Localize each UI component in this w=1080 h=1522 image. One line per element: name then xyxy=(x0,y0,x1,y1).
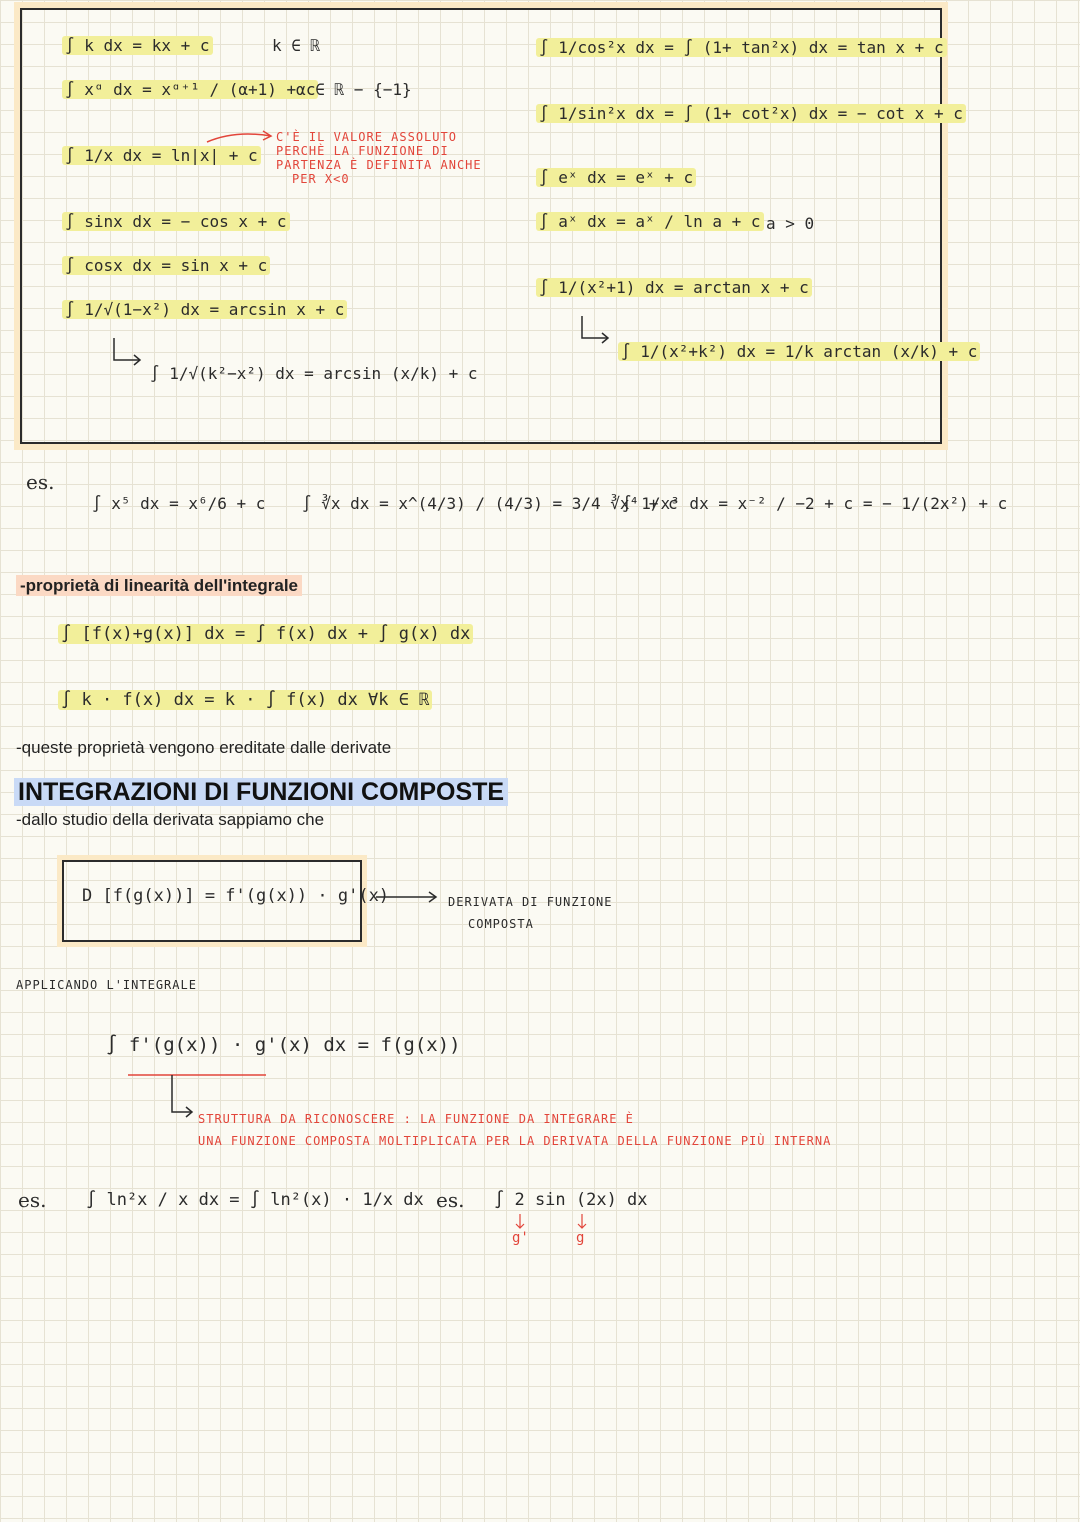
composite-intro: -dallo studio della derivata sappiamo che xyxy=(16,810,325,829)
formula-sec-squared: ∫ 1/cos²x dx = ∫ (1+ tan²x) dx = tan x + c xyxy=(536,38,947,57)
linearity-sum-formula: ∫ [f(x)+g(x)] dx = ∫ f(x) dx + ∫ g(x) dx xyxy=(58,624,473,644)
example-sin: ∫ 2 sin (2x) dx xyxy=(494,1190,648,1210)
example-power: ∫ x⁵ dx = x⁶/6 + c xyxy=(92,494,266,513)
example-label-log: es. xyxy=(18,1188,47,1212)
g-markers xyxy=(512,1212,592,1232)
condition-a: a > 0 xyxy=(766,214,815,233)
note-arrow xyxy=(205,128,275,148)
composite-title: INTEGRAZIONI DI FUNZIONI COMPOSTE xyxy=(14,778,508,807)
condition-alpha: α ∈ ℝ − {−1} xyxy=(296,80,412,99)
formula-exponential-a: ∫ aˣ dx = aˣ / ln a + c xyxy=(536,212,764,231)
formula-exponential-e: ∫ eˣ dx = eˣ + c xyxy=(536,168,696,187)
chain-rule-label: DERIVATA DI FUNZIONE COMPOSTA xyxy=(448,895,613,931)
formula-constant: ∫ k dx = kx + c xyxy=(62,36,213,55)
formula-reciprocal: ∫ 1/x dx = ln|x| + c xyxy=(62,146,261,165)
formula-csc-squared: ∫ 1/sin²x dx = ∫ (1+ cot²x) dx = − cot x + c xyxy=(536,104,966,123)
formula-arcsin: ∫ 1/√(1−x²) dx = arcsin x + c xyxy=(62,300,347,319)
formula-arctan: ∫ 1/(x²+1) dx = arctan x + c xyxy=(536,278,812,297)
formula-power: ∫ xᵅ dx = xᵅ⁺¹ / (α+1) + c xyxy=(62,80,318,99)
example-label-sin: es. xyxy=(436,1188,465,1212)
condition-k: k ∈ ℝ xyxy=(272,36,321,55)
applying-integral-label: APPLICANDO L'INTEGRALE xyxy=(16,978,197,992)
absolute-value-note: C'È IL VALORE ASSOLUTO PERCHÈ LA FUNZIONE DI PARTENZA È DEFINITA ANCHE PER X<0 xyxy=(276,130,482,186)
chain-rule-arrow xyxy=(376,890,440,904)
chain-rule-formula: D [f(g(x))] = f'(g(x)) · g'(x) xyxy=(82,886,390,906)
linearity-scalar-formula: ∫ k · f(x) dx = k · ∫ f(x) dx ∀k ∈ ℝ xyxy=(58,690,432,710)
composite-integral-formula: ∫ f'(g(x)) · g'(x) dx = f(g(x)) xyxy=(106,1034,461,1056)
linearity-note: -queste proprietà vengono ereditate dalle derivate xyxy=(16,738,392,757)
linearity-heading: -proprietà di linearità dell'integrale xyxy=(16,576,302,596)
g-prime-label: g' xyxy=(512,1230,529,1246)
structure-note: STRUTTURA DA RICONOSCERE : LA FUNZIONE DA INTEGRARE È UNA FUNZIONE COMPOSTA MOLTIPLICATA PER LA DERIVATA DELLA FUNZIONE PIÙ INTERNA xyxy=(198,1112,832,1148)
arctan-generalization-arrow xyxy=(580,314,614,344)
example-log-squared: ∫ ln²x / x dx = ∫ ln²(x) · 1/x dx xyxy=(86,1190,424,1210)
formula-sine: ∫ sinx dx = − cos x + c xyxy=(62,212,290,231)
example-reciprocal-cube: ∫ 1/x³ dx = x⁻² / −2 + c = − 1/(2x²) + c xyxy=(622,494,1008,513)
g-label: g xyxy=(576,1230,585,1246)
arcsin-generalization-arrow xyxy=(112,336,146,366)
formula-cosine: ∫ cosx dx = sin x + c xyxy=(62,256,270,275)
formula-arcsin-k: ∫ 1/√(k²−x²) dx = arcsin (x/k) + c xyxy=(150,364,478,383)
examples-label: es. xyxy=(26,470,55,494)
example-cube-root: ∫ ∛x dx = x^(4/3) / (4/3) = 3/4 ∛x⁴ + c xyxy=(302,494,678,513)
formula-arctan-k: ∫ 1/(x²+k²) dx = 1/k arctan (x/k) + c xyxy=(618,342,980,361)
